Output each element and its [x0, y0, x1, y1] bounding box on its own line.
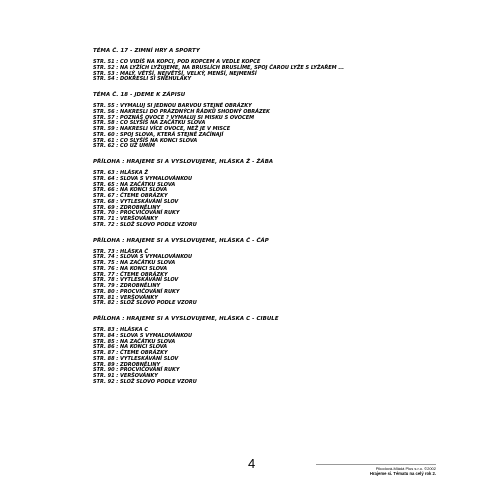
- list-item: STR. 58 : CO SLYŠÍŠ NA ZAČÁTKU SLOVA: [93, 120, 206, 127]
- toc-section-hlaska-c: [93, 316, 433, 386]
- list-item: STR. 69 : ZDROBNĚLINY: [93, 204, 161, 211]
- list-item: STR. 66 : NA KONCI SLOVA: [93, 187, 168, 194]
- section-heading: PŘÍLOHA : HRAJEME SI A VYSLOVUJEME, HLÁSKA Ž - ŽÁBA: [93, 159, 274, 165]
- list-item: STR. 77 : ČTEME OBRÁZKY: [93, 271, 168, 278]
- list-item: STR. 61 : CO SLYŠÍŠ NA KONCI SLOVA: [93, 137, 198, 144]
- list-item: STR. 59 : NAKRESLI VÍCE OVOCE, NEŽ JE V MISCE: [93, 126, 231, 132]
- list-item: STR. 80 : PROCVIČOVÁNÍ RUKY: [93, 288, 180, 295]
- list-item: STR. 71 : VERŠOVÁNKY: [93, 216, 158, 222]
- list-item: STR. 54 : DOKRESLI SI SNĚHULÁKY: [93, 76, 192, 83]
- footer-title: Hrajeme si. Tématu na celý rok 2.: [369, 471, 436, 476]
- list-item: STR. 64 : SLOVA S VYMALOVÁNKOU: [93, 175, 193, 182]
- list-item: STR. 78 : VYTLESKÁVÁNÍ SLOV: [93, 277, 179, 284]
- list-item: STR. 76 : NA KONCI SLOVA: [93, 265, 168, 272]
- list-item: STR. 53 : MALÝ, VĚTŠÍ, NEJVĚTŠÍ, VELKÝ, MENŠÍ, NEJMENŠÍ: [93, 70, 257, 77]
- section-heading: PŘÍLOHA : HRAJEME SI A VYSLOVUJEME, HLÁSKA Č - ČÁP: [93, 237, 269, 244]
- list-item: STR. 90 : PROCVIČOVÁNÍ RUKY: [93, 367, 180, 374]
- list-item: STR. 81 : VERŠOVÁNKY: [93, 294, 158, 301]
- list-item: STR. 51 : CO VIDÍŠ NA KOPCI, POD KOPCEM A VEDLE KOPCE: [93, 59, 261, 65]
- list-item: STR. 60 : SPOJ SLOVA, KTERÁ STEJNĚ ZAČÍNAJÍ: [93, 131, 224, 138]
- list-item: STR. 75 : NA ZAČÁTKU SLOVA: [93, 260, 176, 266]
- list-item: STR. 83 : HLÁSKA C: [93, 327, 149, 333]
- list-item: STR. 85 : NA ZAČÁTKU SLOVA: [93, 338, 176, 345]
- table-of-contents: [93, 48, 433, 386]
- list-item: STR. 52 : NA LYŽÍCH LYŽUJEME, NA BRUSLÍCH BRUSLÍME, SPOJ ČAROU LYŽE S LYŽAŘEM ...: [93, 64, 345, 71]
- list-item: STR. 65 : NA ZAČÁTKU SLOVA: [93, 181, 176, 188]
- list-item: STR. 84 : SLOVA S VYMALOVÁNKOU: [93, 332, 193, 339]
- list-item: STR. 56 : NAKRESLI DO PRÁZDNÝCH ŘÁDKŮ SHODNÝ OBRÁZEK: [93, 108, 270, 115]
- page-number: 4: [248, 456, 256, 471]
- list-item: STR. 57 : POZNÁŠ OVOCE ? VYMALUJ SI MISKU S OVOCEM: [93, 114, 255, 121]
- section-heading: TÉMA Č. 17 - ZIMNÍ HRY A SPORTY: [93, 48, 200, 54]
- list-item: STR. 63 : HLÁSKA Ž: [93, 170, 148, 176]
- list-item: STR. 70 : PROCVIČOVÁNÍ RUKY: [93, 210, 180, 217]
- section-heading: PŘÍLOHA : HRAJEME SI A VYSLOVUJEME, HLÁSKA C - CIBULE: [93, 316, 279, 322]
- footer-publisher: Pikodová-Mládá Plus s.r.o. ©2002: [375, 466, 436, 471]
- toc-section-jdeme-k-zapisu: [93, 92, 433, 150]
- toc-section-zimni-hry: [93, 48, 433, 83]
- list-item: STR. 67 : ČTEME OBRÁZKY: [93, 193, 168, 199]
- list-item: STR. 91 : VERŠOVÁNKY: [93, 373, 158, 379]
- list-item: STR. 92 : SLOŽ SLOVO PODLE VZORU: [93, 378, 197, 385]
- list-item: STR. 62 : CO UŽ UMÍM: [93, 143, 155, 150]
- list-item: STR. 55 : VYMALUJ SI JEDNOU BARVOU STEJNÉ OBRÁZKY: [93, 103, 252, 109]
- list-item: STR. 68 : VYTLESKÁVÁNÍ SLOV: [93, 198, 179, 205]
- list-item: STR. 82 : SLOŽ SLOVO PODLE VZORU: [93, 300, 197, 307]
- toc-section-hlaska-z: [93, 159, 433, 229]
- list-item: STR. 87 : ČTEME OBRÁZKY: [93, 350, 168, 356]
- list-item: STR. 88 : VYTLESKÁVÁNÍ SLOV: [93, 355, 179, 362]
- list-item: STR. 79 : ZDROBNĚLINY: [93, 283, 161, 289]
- list-item: STR. 72 : SLOŽ SLOVO PODLE VZORU: [93, 221, 197, 228]
- section-heading: TÉMA Č. 18 - JDEME K ZÁPISU: [93, 92, 186, 98]
- list-item: STR. 73 : HLÁSKA Č: [93, 248, 149, 255]
- list-item: STR. 86 : NA KONCI SLOVA: [93, 344, 168, 351]
- page-footer: [316, 464, 436, 476]
- list-item: STR. 74 : SLOVA S VYMALOVÁNKOU: [93, 254, 193, 261]
- list-item: STR. 89 : ZDROBNĚLINY: [93, 361, 161, 368]
- toc-section-hlaska-c-hacek: [93, 238, 433, 308]
